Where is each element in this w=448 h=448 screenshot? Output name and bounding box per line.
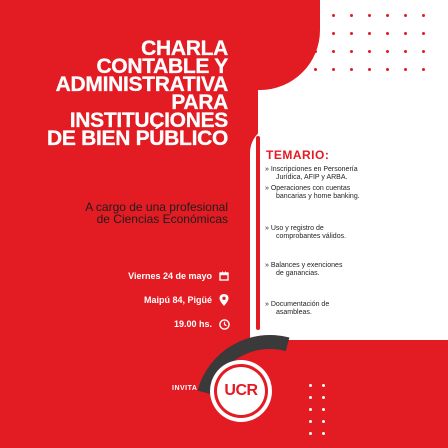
title-line: INSTITUCIONES [69,109,228,132]
temario-item-line: bancarias y home banking. [276,193,360,200]
event-time-text: 19.00 hs. [173,319,212,329]
temario-item-line: de ganancias. [276,270,320,277]
temario-item-line: » Balances y exenciones [265,262,343,269]
temario-heading: TEMARIO: [266,148,330,162]
temario-item-line: » Documentación de [265,301,330,308]
page-title [0,37,228,150]
event-place [144,294,230,306]
temario-item-line: » Uso y registro de [265,225,324,232]
divider-bar [246,262,250,330]
bottom-dot-grid [309,384,325,435]
subtitle-line: A cargo de una profesional [85,200,228,214]
ucr-logo-text: UCR [224,382,258,399]
ucr-logo [210,360,272,422]
location-pin-icon [218,294,230,306]
title-line: CONTABLE Y [96,55,228,78]
invita-label: INVITA [172,385,198,392]
temario-item [265,225,445,241]
title-line: ADMINISTRATIVA [55,73,228,96]
temario-item-line: » Operaciones con cuentas [265,185,351,192]
clock-icon [218,318,230,330]
temario-item-line: » Inscripciones en Personería [265,166,358,173]
subtitle-line: de Ciencias Económicas [96,212,228,226]
title-line: CHARLA [141,37,228,60]
divider-bar [238,143,242,238]
top-dot-grid [314,14,425,71]
divider-bar [256,136,260,330]
temario-item [265,166,445,182]
temario-item-line: Jurídica, AFIP y ARBA. [276,174,348,181]
temario-item-line: asambleas. [276,309,312,316]
temario-item [265,262,445,278]
event-date-text: Viernes 24 de mayo [128,271,212,281]
event-date [128,270,230,282]
title-line: PARA [171,91,228,114]
calendar-icon [218,270,230,282]
event-time [174,318,230,330]
temario-item [265,301,445,317]
subtitle [8,201,228,225]
temario-item-line: comprobantes válidos. [276,233,347,240]
temario-item [265,185,445,201]
title-line: DE BIEN PÚBLICO [46,127,228,150]
event-place-text: Maipú 84, Pigüé [143,295,212,305]
